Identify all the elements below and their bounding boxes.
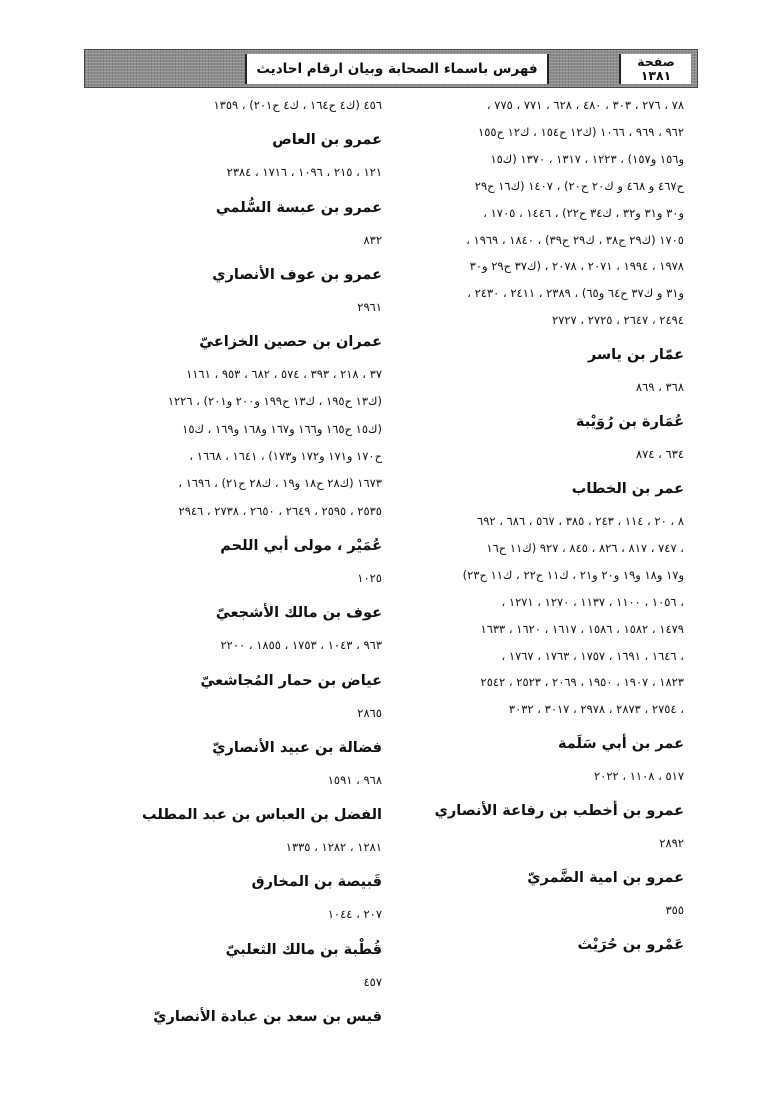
right-column (364, 92, 684, 964)
index-entry (80, 739, 382, 794)
index-entry (364, 735, 684, 790)
hadith-numbers (80, 294, 382, 321)
hadith-number-line: ٨٣٢ (363, 232, 382, 247)
hadith-number-line: ١٨٢٣ ، ١٩٠٧ ، ١٩٥٠ ، ٢٠٦٩ ، ٢٥٢٣ ، ٢٥٤٢ (480, 675, 684, 690)
hadith-number-line: (ك١٣ ح١٩٥ ، ك١٣ ح١٩٩ و٢٠٠ و٢٠١) ، ١٢٢٦ (167, 394, 382, 409)
hadith-numbers (80, 632, 382, 659)
hadith-number-line: ، ١٠٥٦ ، ١١٠٠ ، ١١٣٧ ، ١٢٧٠ ، ١٢٧١ ، (501, 594, 684, 609)
hadith-number-line: ٣٥٥ (665, 903, 684, 918)
companion-name: عياض بن حمار المُجاشعيّ (200, 672, 382, 689)
page-label: صفحة (637, 54, 675, 69)
hadith-number-line: ٤٥٦ (ك٤ ح١٦٤ ، ك٤ ح٢٠١) ، ١٣٥٩ (213, 98, 382, 112)
hadith-number-line: ١٦٧٣ (ك٢٨ ح١٨ و١٩ ، ك٢٨ ح٢١) ، ١٦٩٦ ، (178, 476, 382, 491)
hadith-number-line: ح٤٦٧ و ٤٦٨ و ك٢٠ ح٢٠) ، ١٤٠٧ (ك١٦ ح٢٩ (474, 178, 684, 193)
left-column (80, 92, 382, 1036)
companion-name: عمران بن حصين الخزاعيّ (199, 334, 382, 351)
hadith-number-line: ٣٦٨ ، ٨٦٩ (635, 380, 684, 395)
hadith-number-line: ١٩٧٨ ، ١٩٩٤ ، ٢٠٧١ ، ٢٠٧٨ ، (ك٣٧ ح٢٩ و٣٠ (469, 259, 684, 274)
index-entry (364, 869, 684, 924)
index-entry (80, 604, 382, 659)
page-number-box (619, 54, 691, 84)
hadith-number-line: و١٧ و١٨ و١٩ و٢٠ و٢١ ، ك١١ ح٢٢ ، ك١١ ح٢٣) (462, 567, 684, 582)
index-entry (80, 873, 382, 928)
hadith-number-line: ١٠٢٥ (357, 570, 382, 585)
hadith-number-line: ، ١٦٤٦ ، ١٦٩١ ، ١٧٥٧ ، ١٧٦٣ ، ١٧٦٧ ، (501, 648, 684, 663)
companion-name: عمر بن أبي سَلَمة (557, 736, 684, 753)
hadith-numbers (80, 834, 382, 861)
hadith-number-line: (ك١٥ ح١٦٥ و١٦٦ و١٦٧ و١٦٨ و١٦٩ ، ك١٥ (182, 421, 382, 436)
hadith-number-line: ٩٦٨ ، ١٥٩١ (327, 772, 382, 787)
hadith-numbers (80, 361, 382, 525)
hadith-numbers (80, 565, 382, 592)
index-entry (80, 266, 382, 321)
index-entry (364, 346, 684, 401)
hadith-number-line: ٢٤٩٤ ، ٢٦٤٧ ، ٢٧٢٥ ، ٢٧٢٧ (552, 313, 684, 328)
page-header (84, 49, 698, 88)
companion-name: عمرو بن امية الضَّمريّ (527, 870, 684, 887)
hadith-numbers (364, 897, 684, 924)
hadith-number-line: ح١٧٠ و١٧١ و١٧٢ و١٧٣) ، ١٦٤١ ، ١٦٦٨ ، (189, 449, 382, 464)
hadith-number-line: ٤٥٧ (363, 974, 382, 989)
hadith-numbers (80, 767, 382, 794)
companion-name: الفضل بن العباس بن عبد المطلب (141, 807, 382, 824)
header-title: فهرس باسماء الصحابة وبيان ارقام احاديث (245, 54, 549, 84)
hadith-number-line: و١٥٦ و١٥٧) ، ١٢٢٣ ، ١٣١٧ ، ١٣٧٠ (ك١٥ (490, 151, 684, 166)
hadith-number-line: و٣١ و ك٣٧ ح٦٤ و٦٥) ، ٢٣٨٩ ، ٢٤١١ ، ٢٤٣٠ ، (467, 286, 684, 301)
hadith-number-line: ١٢١ ، ٢١٥ ، ١٠٩٦ ، ١٧١٦ ، ٢٣٨٤ (226, 165, 382, 180)
index-entry (80, 537, 382, 592)
hadith-numbers (80, 700, 382, 727)
hadith-numbers (364, 92, 684, 334)
hadith-number-line: ، ٧٤٧ ، ٨١٧ ، ٨٢٦ ، ٨٤٥ ، ٩٢٧ (ك١١ ح١٦ (486, 540, 684, 555)
index-entry (80, 131, 382, 186)
companion-name: عمرو بن عوف الأنصاري (212, 266, 382, 283)
hadith-number-line: ٢٨٩٢ (659, 836, 684, 851)
hadith-numbers (80, 227, 382, 254)
index-entry (80, 941, 382, 996)
hadith-numbers (364, 830, 684, 857)
hadith-number-line: ٢٥٣٥ ، ٢٥٩٥ ، ٢٦٤٩ ، ٢٦٥٠ ، ٢٧٣٨ ، ٢٩٤٦ (178, 503, 382, 518)
hadith-number-line: ٥١٧ ، ١١٠٨ ، ٢٠٢٢ (593, 769, 684, 784)
index-entry (80, 333, 382, 525)
hadith-numbers (364, 508, 684, 723)
hadith-number-line: ٩٦٢ ، ٩٦٩ ، ١٠٦٦ (ك١٢ ح١٥٤ ، ك١٢ ح١٥٥ (478, 124, 684, 139)
companion-name: عمّار بن ياسر (587, 347, 684, 364)
hadith-number-line: ٩٦٣ ، ١٠٤٣ ، ١٧٥٣ ، ١٨٥٥ ، ٢٢٠٠ (220, 638, 382, 653)
hadith-number-line: ٨ ، ٢٠ ، ١١٤ ، ٢٤٣ ، ٣٨٥ ، ٥٦٧ ، ٦٨٦ ، ٦٩٢ (477, 513, 684, 528)
hadith-number-line: ٦٣٤ ، ٨٧٤ (635, 447, 684, 462)
page-number: ١٣٨١ (640, 68, 672, 83)
hadith-numbers (80, 159, 382, 186)
index-entry (364, 802, 684, 857)
hadith-numbers (80, 901, 382, 928)
hadith-number-line: ٣٧ ، ٢١٨ ، ٣٩٣ ، ٥٧٤ ، ٦٨٢ ، ٩٥٣ ، ١١٦١ (186, 367, 382, 382)
hadith-number-line: ٢٠٧ ، ١٠٤٤ (327, 907, 382, 922)
companion-name: قُطْبة بن مالك الثعلبيّ (225, 941, 382, 958)
companion-name: عَمْرو بن حُرَيْث (577, 936, 684, 953)
hadith-number-line: ٢٨٦٥ (357, 705, 382, 720)
companion-name: عوف بن مالك الأشجعيّ (215, 605, 382, 622)
index-entry (80, 672, 382, 727)
index-entry (364, 92, 684, 334)
companion-name: فضالة بن عبيد الأنصاريّ (212, 739, 382, 756)
companion-name: عمرو بن عبسة السُّلمي (215, 199, 382, 216)
companion-name: عمر بن الخطاب (571, 480, 684, 497)
hadith-numbers (364, 763, 684, 790)
hadith-number-line: ١٧٠٥ (ك٢٩ ح٣٨ ، ك٢٩ ح٣٩) ، ١٨٤٠ ، ١٩٦٩ ، (466, 232, 684, 247)
companion-name: عمرو بن العاص (272, 132, 382, 149)
hadith-numbers (80, 92, 382, 119)
hadith-number-line: ١٢٨١ ، ١٢٨٢ ، ١٣٣٥ (285, 840, 382, 855)
index-entry (364, 413, 684, 468)
hadith-number-line: ٧٨ ، ٢٧٦ ، ٣٠٣ ، ٤٨٠ ، ٦٢٨ ، ٧٧١ ، ٧٧٥ ، (486, 98, 684, 112)
companion-name: قَبيصة بن المخارق (251, 874, 382, 891)
index-entry (80, 199, 382, 254)
companion-name: قيس بن سعد بن عبادة الأنصاريّ (153, 1009, 382, 1026)
hadith-number-line: ، ٢٧٥٤ ، ٢٨٧٣ ، ٢٩٧٨ ، ٣٠١٧ ، ٣٠٣٢ (508, 702, 684, 717)
index-entry (80, 1008, 382, 1026)
index-entry (80, 806, 382, 861)
hadith-number-line: ٢٩٦١ (357, 299, 382, 314)
companion-name: عمرو بن أخطب بن رفاعة الأنصاري (434, 803, 684, 820)
hadith-number-line: ١٤٧٩ ، ١٥٨٢ ، ١٥٨٦ ، ١٦١٧ ، ١٦٢٠ ، ١٦٣٣ (480, 621, 684, 636)
hadith-numbers (364, 441, 684, 468)
index-entry (364, 480, 684, 723)
hadith-number-line: و٣٠ و٣١ و٣٢ ، ك٣٤ ح٢٢) ، ١٤٤٦ ، ١٧٠٥ ، (483, 205, 684, 220)
hadith-numbers (364, 374, 684, 401)
index-entry (364, 936, 684, 954)
index-entry (80, 92, 382, 119)
companion-name: عُمَارة بن رُوَيْبة (575, 414, 684, 431)
companion-name: عُمَيْر ، مولى أبي اللحم (220, 537, 382, 554)
hadith-numbers (80, 969, 382, 996)
